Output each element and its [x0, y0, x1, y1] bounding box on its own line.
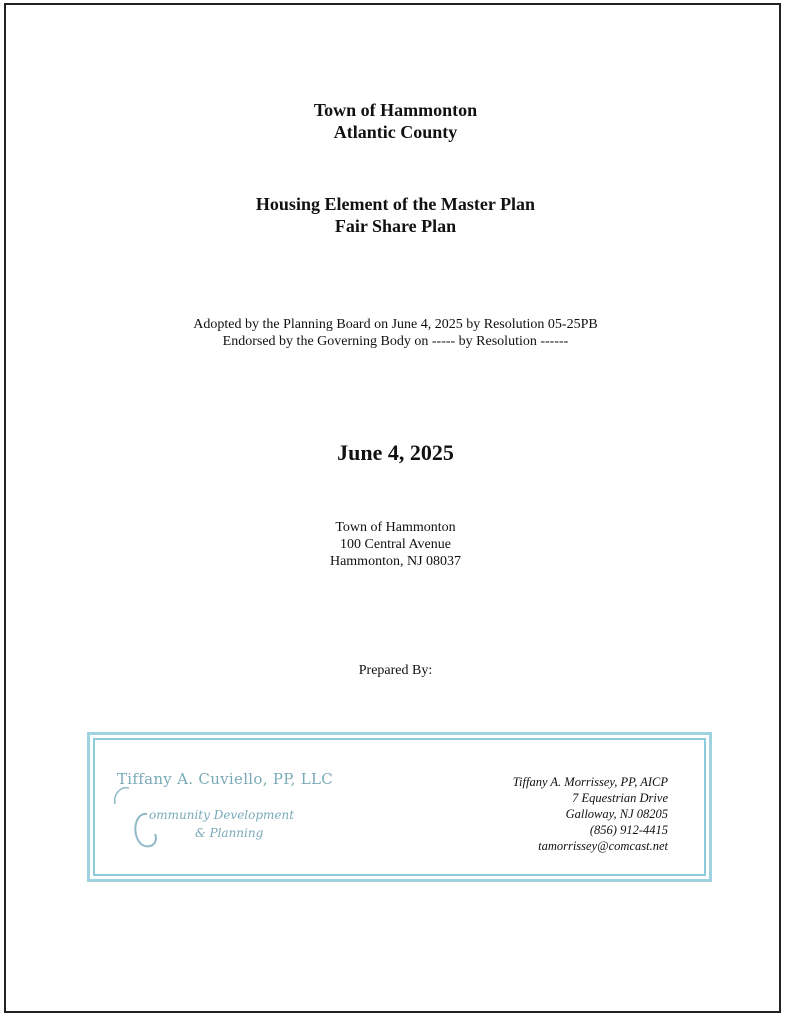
firm-logo [107, 764, 377, 864]
plan-subtitle: Fair Share Plan [334, 216, 457, 236]
contact-city: Galloway, NJ 08205 [565, 807, 668, 821]
contact-name: Tiffany A. Morrissey, PP, AICP [512, 775, 668, 789]
address-name: Town of Hammonton [335, 520, 456, 535]
contact-street: 7 Equestrian Drive [572, 791, 668, 805]
firm-info-box-inner [93, 738, 706, 876]
firm-info-box [87, 732, 712, 882]
title-block [0, 99, 791, 143]
plan-title-block [0, 193, 791, 237]
prepared-by-label: Prepared By: [358, 663, 433, 678]
contact-email: tamorrissey@comcast.net [538, 839, 668, 853]
address-block [0, 519, 791, 570]
adoption-block [0, 316, 791, 350]
town-title: Town of Hammonton [313, 100, 478, 120]
plan-title: Housing Element of the Master Plan [255, 194, 536, 214]
county-title: Atlantic County [333, 122, 458, 142]
date-block [0, 440, 791, 466]
logo-firm-name: Tiffany A. Cuviello, PP, LLC [117, 770, 334, 788]
plan-date: June 4, 2025 [337, 440, 454, 465]
logo-tagline-1: ommunity Development [149, 808, 295, 822]
address-street: 100 Central Avenue [340, 537, 451, 552]
endorsed-line: Endorsed by the Governing Body on ----- by Resolution ------ [222, 334, 569, 349]
logo-tagline-2: & Planning [195, 826, 264, 840]
adopted-line: Adopted by the Planning Board on June 4, 2025 by Resolution 05-25PB [193, 317, 598, 332]
contact-phone: (856) 912-4415 [589, 823, 668, 837]
contact-block [513, 774, 668, 854]
address-city: Hammonton, NJ 08037 [329, 554, 462, 569]
prepared-by-block [0, 662, 791, 679]
